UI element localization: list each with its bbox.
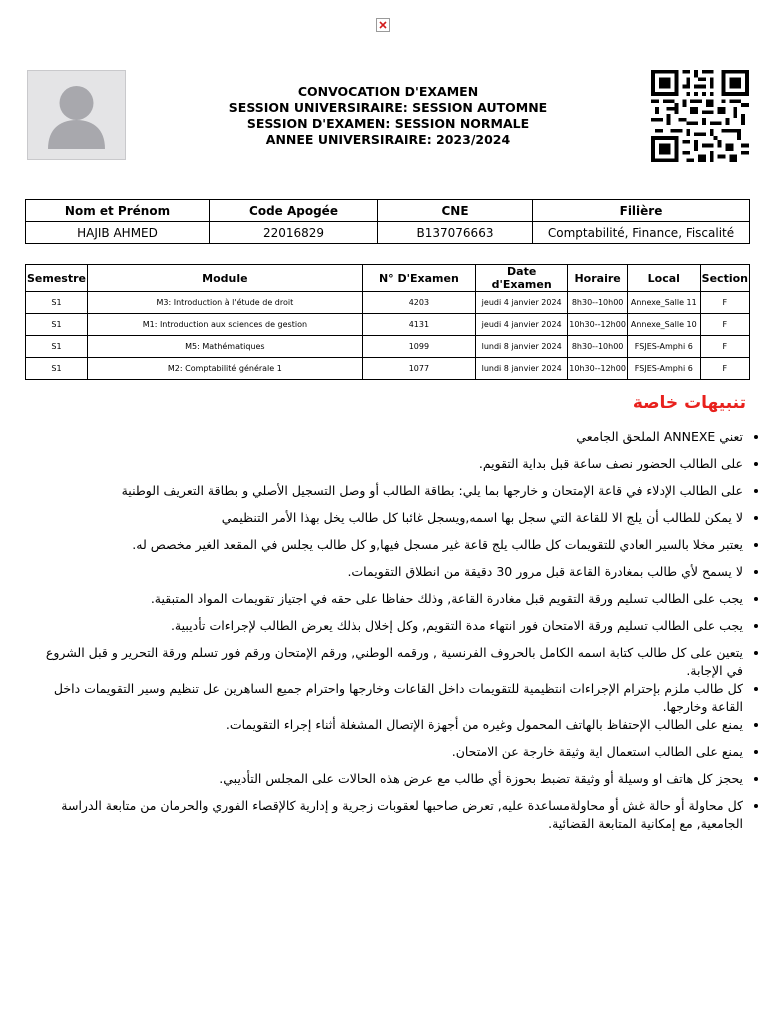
exam-semestre: S1 [26,314,88,336]
exam-number: 4203 [362,292,475,314]
header-session-universitaire: SESSION UNIVERSIRAIRE: SESSION AUTOMNE [228,100,548,115]
list-item: • يمنع على الطالب الإحتفاظ بالهاتف المحمول وغيره من أجهزة الإتصال المشغلة أثناء إجراء التقويمات. [30,716,743,734]
exam-date: lundi 8 janvier 2024 [476,358,568,380]
exam-number: 1099 [362,336,475,358]
exam-number: 1077 [362,358,475,380]
exam-number: 4131 [362,314,475,336]
convocation-header [150,84,626,148]
list-item: • كل محاولة أو حالة غش أو محاولةمساعدة عليه, تعرض صاحبها لعقوبات زجرية و إدارية كالإقصاء الفوري والحرمان من متابعة الدراسة الجامعية, مع إمكانية المتابعة القضائية. [30,797,743,833]
exam-semestre: S1 [26,292,88,314]
list-item: • يجب على الطالب تسليم ورقة الامتحان فور انتهاء مدة التقويم, وكل إخلال بذلك يعرض الطالب لإجراءات تأديبية. [30,617,743,635]
exam-date: lundi 8 janvier 2024 [476,336,568,358]
exams-table [25,264,750,380]
notes-list [30,428,761,833]
column-header-filiere: Filière [533,200,750,222]
list-item: • يجب على الطالب تسليم ورقة التقويم قبل مغادرة القاعة, وذلك حفاظا على حقه في اجتياز تقويمات المواد المتبقية. [30,590,743,608]
exam-semestre: S1 [26,336,88,358]
broken-image-icon [376,18,390,32]
column-header-section: Section [700,265,749,292]
list-item: • لا يسمح لأي طالب بمغادرة القاعة قبل مرور 30 دقيقة من انطلاق التقويمات. [30,563,743,581]
exam-module: M3: Introduction à l'étude de droit [88,292,363,314]
student-table-header-row [26,200,750,222]
column-header-code-apogee: Code Apogée [210,200,378,222]
column-header-cne: CNE [378,200,533,222]
header-annee-universitaire: ANNEE UNIVERSIRAIRE: 2023/2024 [265,132,511,147]
student-filiere: Comptabilité, Finance, Fiscalité [533,222,750,244]
qr-code [651,70,749,162]
exam-module: M1: Introduction aux sciences de gestion [88,314,363,336]
list-item: • تعني ANNEXE الملحق الجامعي [30,428,743,446]
column-header-date: Date d'Examen [476,265,568,292]
exam-horaire: 8h30--10h00 [568,292,628,314]
column-header-module: Module [88,265,363,292]
table-row [26,358,750,380]
exam-semestre: S1 [26,358,88,380]
exam-section: F [700,358,749,380]
exam-horaire: 10h30--12h00 [568,358,628,380]
table-row [26,336,750,358]
exam-section: F [700,336,749,358]
exam-local: Annexe_Salle 10 [627,314,700,336]
column-header-semestre: Semestre [26,265,88,292]
exam-date: jeudi 4 janvier 2024 [476,314,568,336]
student-row [26,222,750,244]
student-photo-placeholder [27,70,126,160]
header-session-examen: SESSION D'EXAMEN: SESSION NORMALE [246,116,530,131]
student-info-table [25,199,750,244]
column-header-numero-examen: N° D'Examen [362,265,475,292]
table-row [26,292,750,314]
student-cne: B137076663 [378,222,533,244]
exam-local: Annexe_Salle 11 [627,292,700,314]
list-item: • كل طالب ملزم بإحترام الإجراءات انتظيمية للتقويمات داخل القاعات وخارجها واحترام جميع الساهرين عل تنظيم وسير التقويمات داخل القاعة وخارجها. [30,680,743,716]
exam-date: jeudi 4 janvier 2024 [476,292,568,314]
exam-module: M5: Mathématiques [88,336,363,358]
list-item: • لا يمكن للطالب أن يلج الا للقاعة التي سجل بها اسمه,ويسجل غائبا كل طالب يخل بهذا الأمر التنظيمي [30,509,743,527]
exams-table-header-row [26,265,750,292]
notes-title: تنبيهات خاصة [632,393,746,413]
list-item: • على الطالب الإدلاء في قاعة الإمتحان و خارجها بما يلي: بطاقة الطالب أو وصل التسجيل الأصلي و بطاقة التعريف الوطنية [30,482,743,500]
table-row [26,314,750,336]
exam-section: F [700,314,749,336]
list-item: • يعتبر مخلا بالسير العادي للتقويمات كل طالب يلج قاعة غير مسجل فيها,و كل طالب يجلس في المقعد الغير مخصص له. [30,536,743,554]
exam-local: FSJES-Amphi 6 [627,336,700,358]
exam-section: F [700,292,749,314]
column-header-nom: Nom et Prénom [26,200,210,222]
header-title: CONVOCATION D'EXAMEN [297,84,479,99]
exam-horaire: 8h30--10h00 [568,336,628,358]
student-code-apogee: 22016829 [210,222,378,244]
list-item: • يمنع على الطالب استعمال اية وثيقة خارجة عن الامتحان. [30,743,743,761]
list-item: • يتعين على كل طالب كتابة اسمه الكامل بالحروف الفرنسية , ورقمه الوطني, ورقم الإمتحان ورقم فور تسلم ورقة التحرير و قبل الشروع في الإجابة. [30,644,743,680]
exam-local: FSJES-Amphi 6 [627,358,700,380]
list-item: • على الطالب الحضور نصف ساعة قبل بداية التقويم. [30,455,743,473]
column-header-horaire: Horaire [568,265,628,292]
list-item: • يحجز كل هاتف او وسيلة أو وثيقة تضبط بحوزة أي طالب مع عرض هذه الحالات على المجلس التأديبي. [30,770,743,788]
student-name: HAJIB AHMED [26,222,210,244]
column-header-local: Local [627,265,700,292]
exam-horaire: 10h30--12h00 [568,314,628,336]
exam-module: M2: Comptabilité générale 1 [88,358,363,380]
